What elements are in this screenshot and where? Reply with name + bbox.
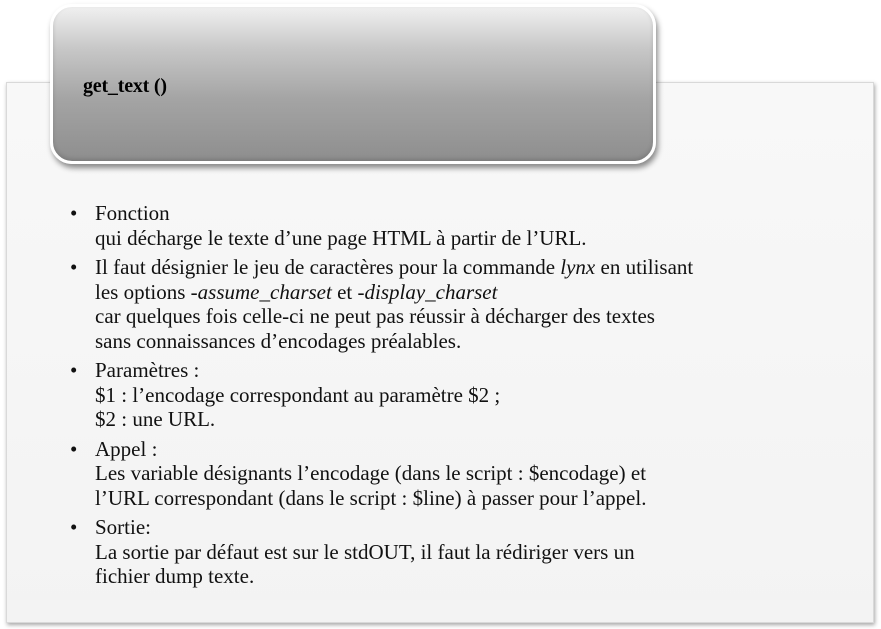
list-item-appel <box>70 437 860 511</box>
item-text: qui décharge le texte d’une page HTML à partir de l’URL. <box>95 225 587 250</box>
list-item-parametres <box>70 358 860 432</box>
item-text-line: sans connaissances d’encodages préalables. <box>95 328 462 353</box>
item-text: Les variable désignants l’encodage (dans le script : $encodage) et <box>95 461 647 485</box>
lynx-term: lynx <box>560 255 596 279</box>
item-heading: Appel : <box>95 436 158 461</box>
item-text: fichier dump texte. <box>95 564 255 588</box>
bullet-list <box>70 201 860 594</box>
item-text: l’URL correspondant (dans le script : $line) à passer pour l’appel. <box>95 485 647 510</box>
item-text-line <box>95 280 860 305</box>
bullet-icon: • <box>70 358 78 382</box>
bullet-icon: • <box>70 255 78 279</box>
item-heading: Fonction <box>95 201 170 225</box>
text-span: et - <box>331 279 365 304</box>
title-banner <box>50 4 656 164</box>
assume-charset-term: assume_charset <box>197 279 332 304</box>
text-span: les options - <box>95 279 198 304</box>
page-title: get_text () <box>83 75 167 97</box>
text-span: en utilisant <box>595 255 694 279</box>
list-item-charset <box>70 255 860 353</box>
display-charset-term: display_charset <box>364 279 498 304</box>
bullet-icon: • <box>70 515 78 539</box>
list-item-sortie <box>70 515 860 589</box>
item-text: $2 : une URL. <box>95 407 216 431</box>
item-heading: Sortie: <box>95 515 151 539</box>
item-heading: Paramètres : <box>95 358 200 382</box>
item-text: $1 : l’encodage correspondant au paramètre $2 ; <box>95 382 501 407</box>
list-item-fonction <box>70 201 860 250</box>
text-span: Il faut désignier le jeu de caractères pour la commande <box>95 255 561 279</box>
item-text-line: car quelques fois celle-ci ne peut pas réussir à décharger des textes <box>95 304 655 328</box>
item-text: La sortie par défaut est sur le stdOUT, il faut la rédiriger vers un <box>95 539 635 564</box>
item-text-line <box>95 255 860 280</box>
bullet-icon: • <box>70 436 78 461</box>
bullet-icon: • <box>70 201 78 225</box>
